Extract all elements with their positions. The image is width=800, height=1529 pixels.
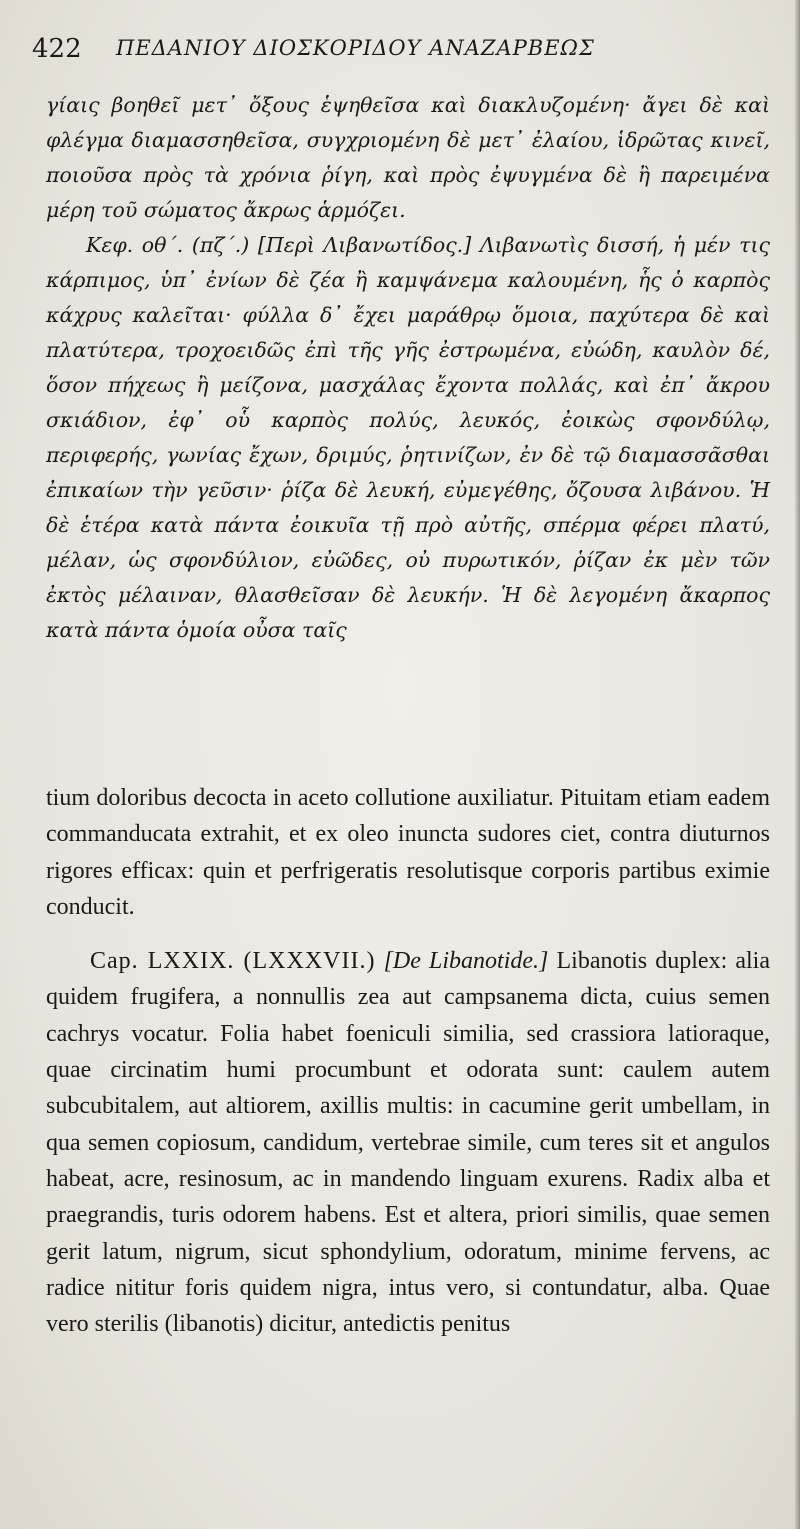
greek-chapter-paragraph: [46, 228, 770, 648]
greek-paragraph-continuation: γίαις βοηθεῖ μετ᾽ ὄξους ἑψηθεῖσα καὶ διακλυζομένη· ἄγει δὲ καὶ φλέγμα διαμασσηθεῖσα, συγχριομένη δὲ μετ᾽ ἐλαίου, ἱδρῶτας κινεῖ, ποιοῦσα πρὸς τὰ χρόνια ῥίγη, καὶ πρὸς ἐψυγμένα δὲ ἢ παρειμένα μέρη τοῦ σώματος ἄκρως ἁρμόζει.: [46, 93, 770, 222]
running-head: ΠΕΔΑΝΙΟΥ ΔΙΟΣΚΟΡΙΔΟΥ ΑΝΑΖΑΡΒΕΩΣ: [116, 36, 595, 60]
latin-chapter-title: [De Libanotide.]: [383, 948, 549, 975]
latin-paragraph-continuation: tium doloribus decocta in aceto collutione auxiliatur. Pituitam etiam eadem commanducata extrahit, et ex oleo inuncta sudores ciet, contra diuturnos rigores efficax: quin et perfrigeratis resolutisque corporis partibus eximie conducit.: [46, 785, 770, 920]
greek-chapter-label: Κεφ. οθ΄. (πζ΄.): [86, 233, 250, 257]
greek-chapter-text: Λιβανωτὶς δισσή, ἡ μέν τις κάρπιμος, ὑπ᾽ ἐνίων δὲ ζέα ἢ καμψάνεμα καλουμένη, ἧς ὁ καρπὸς κάχρυς καλεῖται· φύλλα δ᾽ ἔχει μαράθρῳ ὅμοια, παχύτερα δὲ καὶ πλατύτερα, τροχοειδῶς ἐπὶ τῆς γῆς ἐστρωμένα, εὐώδη, καυλὸν δέ, ὅσον πήχεως ἢ μείζονα, μασχάλας ἔχοντα πολλάς, καὶ ἐπ᾽ ἄκρου σκιάδιον, ἐφ᾽ οὗ καρπὸς πολύς, λευκός, ἐοικὼς σφονδύλῳ, περιφερής, γωνίας ἔχων, δριμύς, ῥητινίζων, ἐν δὲ τῷ διαμασσᾶσθαι ἐπικαίων τὴν γεῦσιν· ῥίζα δὲ λευκή, εὐμεγέθης, ὄζουσα λιβάνου. Ἡ δὲ ἑτέρα κατὰ πάντα ἐοικυῖα τῇ πρὸ αὐτῆς, σπέρμα φέρει πλατύ, μέλαν, ὡς σφονδύλιον, εὐῶδες, οὐ πυρωτικόν, ῥίζαν ἐκ μὲν τῶν ἐκτὸς μέλαιναν, θλασθεῖσαν δὲ λευκήν. Ἡ δὲ λεγομένη ἄκαρπος κατὰ πάντα ὁμοία οὖσα ταῖς: [46, 233, 770, 642]
greek-chapter-title: [Περὶ Λιβανωτίδος.]: [257, 233, 472, 257]
latin-chapter-label: Cap. LXXIX. (LXXXVII.): [90, 948, 376, 975]
latin-chapter-text: Libanotis duplex: alia quidem frugifera, a nonnullis zea aut campsanema dicta, cuius semen cachrys vocatur. Folia habet foeniculi similia, sed crassiora latioraque, quae circinatim humi procumbunt et odorata sunt: caulem autem subcubitalem, aut altiorem, axillis multis: in cacumine gerit umbellam, in qua semen copiosum, candidum, vertebrae simile, cum teres sit et angulos habeat, acre, resinosum, ac in mandendo linguam exurens. Radix alba et praegrandis, turis odorem habens. Est et altera, priori similis, quae semen gerit latum, nigrum, sicut sphondylium, odoratum, minime fervens, ac radice nititur foris quidem nigra, intus vero, si contundatur, alba. Quae vero sterilis (libanotis) dicitur, antedictis penitus: [46, 948, 770, 1338]
page-number: 422: [32, 34, 82, 64]
greek-text-block: [46, 88, 770, 648]
latin-chapter-paragraph: [46, 943, 770, 1342]
latin-text-block: [46, 780, 770, 1342]
page-header: [32, 28, 772, 68]
